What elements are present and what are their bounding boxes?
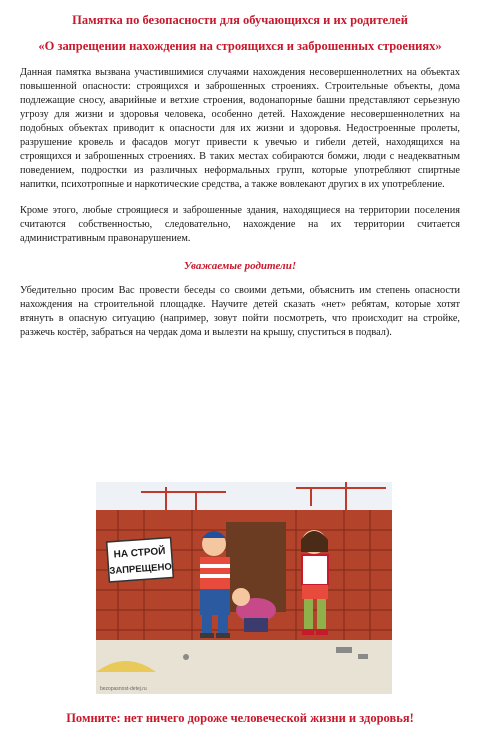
paragraph-legal: Кроме этого, любые строящиеся и заброшенные здания, находящиеся на территории поселения считаются собственностью, следовательно, нахождение на их территории считается административным правонарушением.	[20, 205, 460, 244]
sign-line-2: ЗАПРЕЩЕНО	[109, 561, 173, 577]
footer-reminder: Помните: нет ничего дороже человеческой жизни и здоровья!	[66, 711, 414, 725]
paragraph-danger: Данная памятка вызвана участившимися случаями нахождения несовершеннолетних на объектах повышенной опасности: строящихся и заброшенных строениях. Строительные объекты, дома подлежащие сносу, аварийные и ветхие строения, водонапорные башни представляют серьезную угрозу для жизни и здоровья человека, особенно детей. Нахождение несовершеннолетних на подобных объектах приводит к опасности для их жизни и здоровья. Недостроенные пролеты, разрушение кровель и фасадов могут привести к увечью и гибели детей, находящихся на строящихся и заброшенных строениях. В таких местах собираются бомжи, люди с неадекватным поведением, подростки из различных неформальных групп, которые употребляют спиртные напитки, психотропные и наркотические средства, а также вовлекают других в их употребление.	[20, 67, 460, 190]
sign-line-1: НА СТРОЙ	[113, 545, 166, 561]
warning-sign	[107, 538, 174, 582]
paragraph-appeal: Убедительно просим Вас провести беседы со своими детьми, объяснить им степень опасности нахождения на строительной площадке. Научите детей сказать «нет» ребятам, которые хотят втянуть в опасную ситуацию (например, зовут пойти посмотреть, что происходит на стройке, разжечь костёр, забраться на чердак дома и вылезти на крышу, спуститься в подвал).	[20, 285, 460, 338]
page-title: Памятка по безопасности для обучающихся и их родителей	[72, 13, 408, 27]
appeal-heading: Уважаемые родители!	[183, 260, 297, 272]
illustration-watermark: bezopasnost-detej.ru	[100, 686, 147, 692]
page-subtitle: «О запрещении нахождения на строящихся и заброшенных строениях»	[38, 39, 442, 53]
construction-site-illustration	[96, 482, 392, 694]
